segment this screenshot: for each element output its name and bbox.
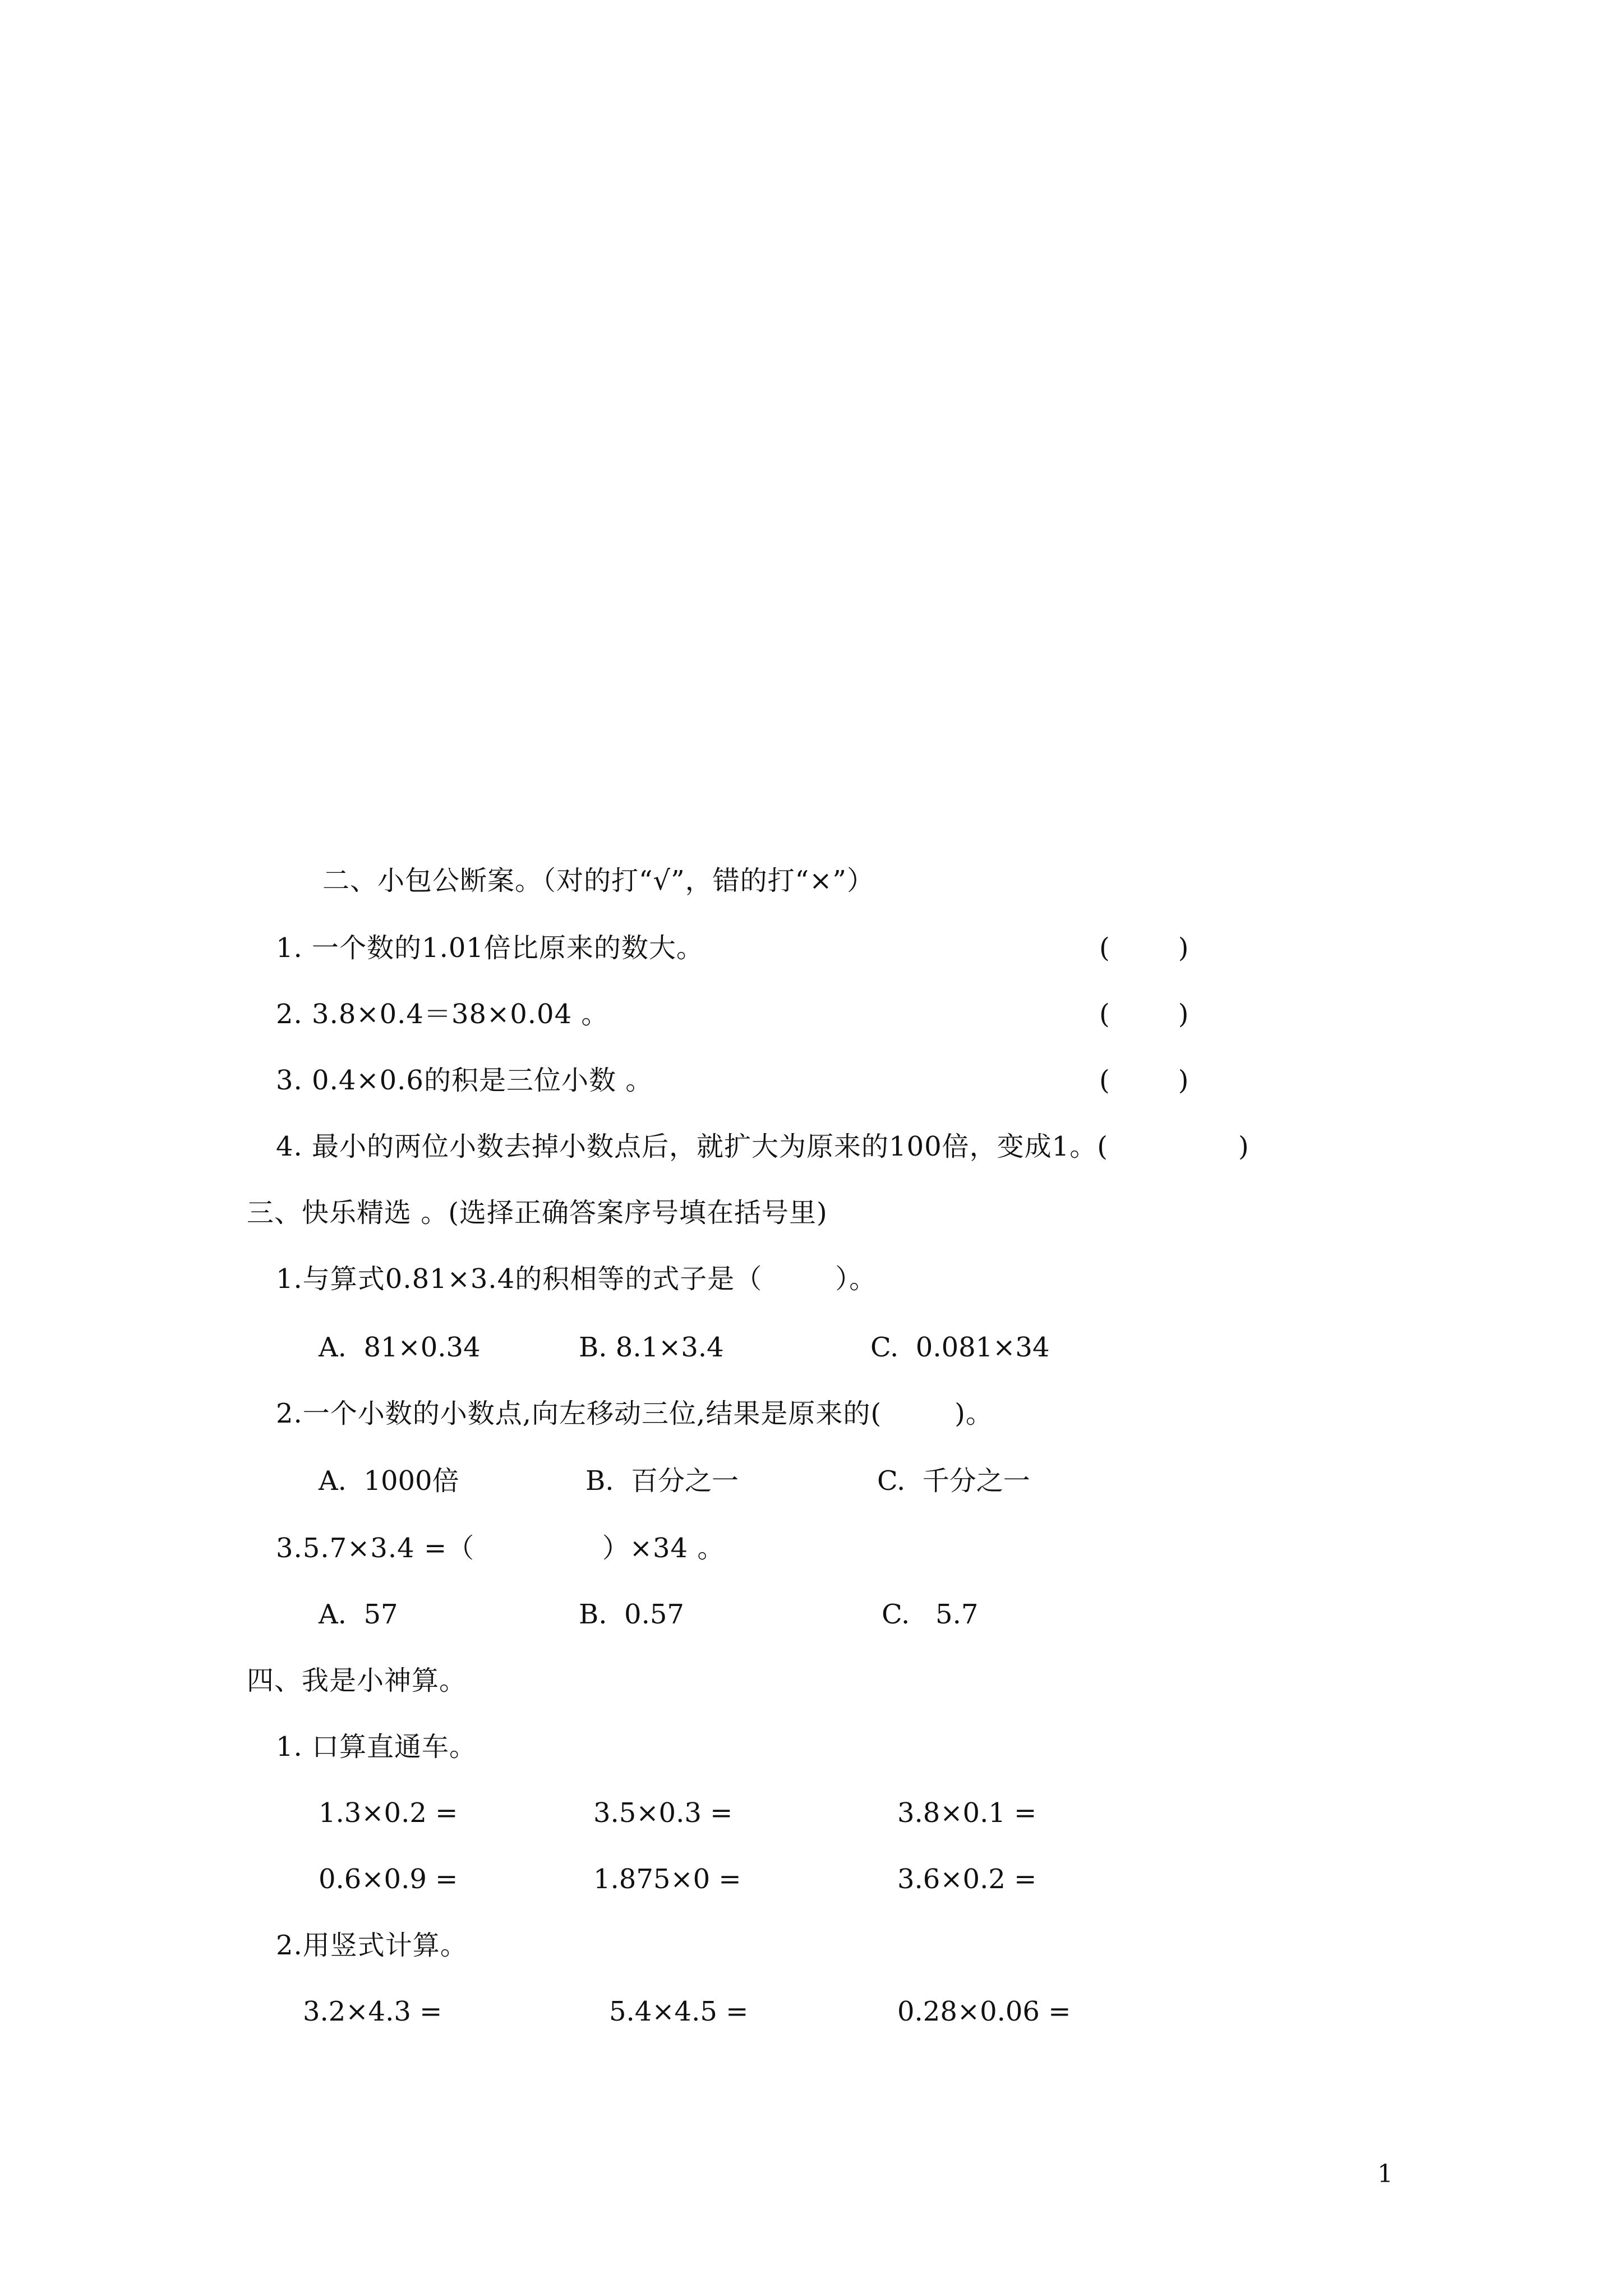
oral-calc-3: 3.8×0.1 =: [897, 1797, 1037, 1829]
q1-option-a[interactable]: A. 81×0.34: [319, 1332, 481, 1363]
answer-bracket-2[interactable]: ( ): [1099, 999, 1189, 1030]
vertical-calc-3: 0.28×0.06 =: [897, 1996, 1071, 2027]
answer-bracket-1[interactable]: ( ): [1099, 932, 1189, 964]
section4-part2-title: 2.用竖式计算。: [276, 1930, 468, 1961]
q1-option-c[interactable]: C. 0.081×34: [870, 1332, 1050, 1363]
answer-bracket-3[interactable]: ( ): [1099, 1065, 1189, 1096]
q2-option-c[interactable]: C. 千分之一: [877, 1465, 1030, 1497]
section2-title: 二、小包公断案。（对的打“√”，错的打“×”）: [322, 865, 874, 896]
section2-item-2: 2. 3.8×0.4＝38×0.04 。: [276, 999, 609, 1030]
q2-option-a[interactable]: A. 1000倍: [319, 1465, 459, 1497]
section2-item-1: 1. 一个数的1.01倍比原来的数大。: [276, 932, 704, 964]
oral-calc-5: 1.875×0 =: [593, 1864, 741, 1895]
q1-option-b[interactable]: B. 8.1×3.4: [579, 1332, 724, 1363]
q3-option-c[interactable]: C. 5.7: [882, 1599, 979, 1630]
oral-calc-6: 3.6×0.2 =: [897, 1864, 1037, 1895]
vertical-calc-1: 3.2×4.3 =: [303, 1996, 442, 2027]
oral-calc-2: 3.5×0.3 =: [593, 1797, 733, 1829]
section3-question-2: 2.一个小数的小数点,向左移动三位,结果是原来的( )。: [276, 1398, 993, 1429]
page-number: 1: [1377, 2160, 1393, 2188]
section2-item-3: 3. 0.4×0.6的积是三位小数 。: [276, 1065, 653, 1096]
oral-calc-1: 1.3×0.2 =: [319, 1797, 458, 1829]
oral-calc-4: 0.6×0.9 =: [319, 1864, 458, 1895]
section4-part1-title: 1. 口算直通车。: [276, 1731, 477, 1763]
section3-question-3: 3.5.7×3.4 =（ ）×34 。: [276, 1533, 725, 1564]
q2-option-b[interactable]: B. 百分之一: [585, 1465, 739, 1497]
section2-item-4: 4. 最小的两位小数去掉小数点后，就扩大为原来的100倍，变成1。(: [276, 1131, 1108, 1162]
section3-question-1: 1.与算式0.81×3.4的积相等的式子是（ ）。: [276, 1263, 877, 1295]
q3-option-b[interactable]: B. 0.57: [579, 1599, 684, 1630]
section4-title: 四、我是小神算。: [247, 1665, 467, 1696]
vertical-calc-2: 5.4×4.5 =: [609, 1996, 749, 2027]
answer-bracket-4[interactable]: ): [1238, 1131, 1249, 1162]
q3-option-a[interactable]: A. 57: [319, 1599, 398, 1630]
section3-title: 三、快乐精选 。(选择正确答案序号填在括号里): [247, 1197, 828, 1228]
